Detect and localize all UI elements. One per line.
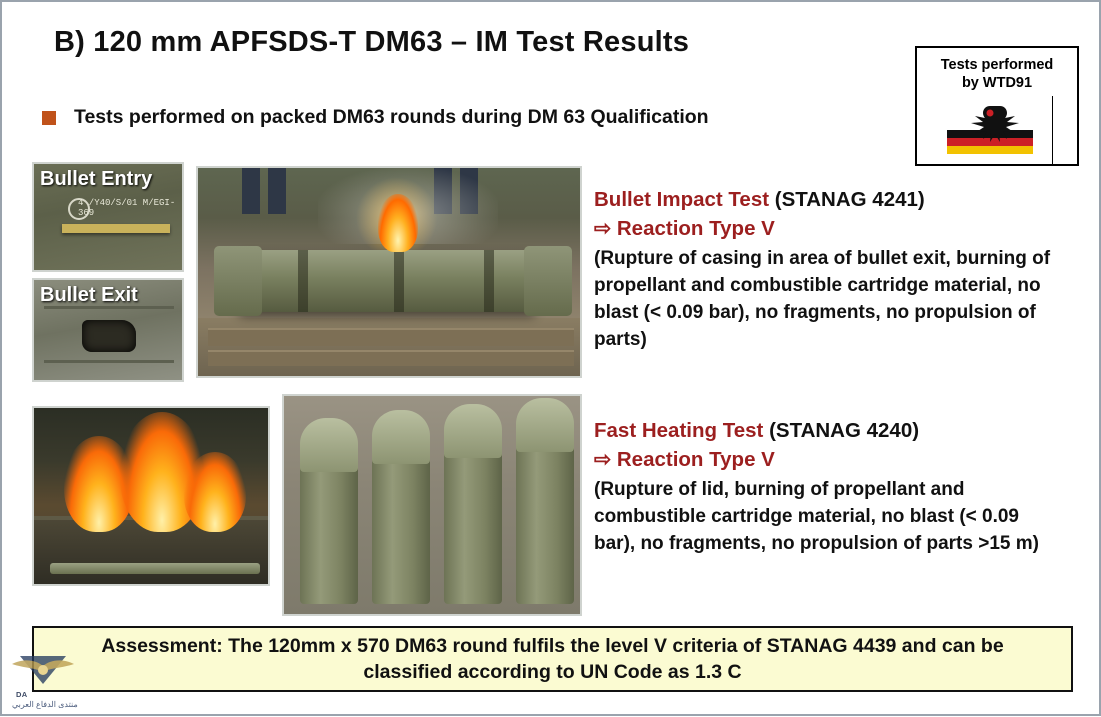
bullet-impact-title: Bullet Impact Test [594,188,770,211]
bullet-impact-description: (Rupture of casing in area of bullet exit, burning of propellant and combustible cartridge material, no blast (< 0.09 bar), no fragments, no propulsion of parts) [594,248,1051,351]
page-title: B) 120 mm APFSDS-T DM63 – IM Test Results [54,26,690,58]
bullet-exit-edge-2 [44,360,174,363]
square-bullet-icon [42,111,56,125]
fast-heating-title: Fast Heating Test [594,419,764,442]
bullet-exit-label: Bullet Exit [40,284,138,306]
flame-3 [184,452,246,532]
watermark-line1: DA [16,690,28,699]
fast-heating-standard: (STANAG 4240) [769,419,920,442]
round-2 [130,563,260,574]
watermark-line3: منتدى الدفاع العربي [12,700,78,709]
bullet-exit-photo [32,278,184,382]
container-1 [300,454,358,604]
wtd91-badge [915,46,1079,166]
bullet-entry-photo [32,162,184,272]
german-eagle-flag-icon [947,100,1033,158]
bullet-impact-heading [594,186,1062,214]
lids-photo [282,394,582,616]
flame-icon [378,194,418,252]
bystander-legs-2 [268,168,286,214]
ruptured-lid-2 [372,410,430,464]
bullet-impact-photo [196,166,582,378]
ruptured-lid-4 [516,398,574,452]
bullet-exit-hole [82,320,136,352]
container-3 [444,436,502,604]
bullet-entry-bar [62,224,170,233]
bullet-entry-overlay-text: 4 /Y40/S/01 M/EGI-369 [78,198,176,219]
wooden-plank-1 [208,328,574,346]
wtd91-line1: Tests performed [940,57,1054,73]
fast-heating-description: (Rupture of lid, burning of propellant and combustible cartridge material, no blast (< 0.09 bar), no fragments, no propulsion of parts >15 m) [594,479,1039,555]
container-band-1 [298,250,308,312]
wtd91-divider [1052,96,1053,166]
watermark-logo [10,650,140,712]
bystander-legs-1 [242,168,260,214]
container-cap-left [214,246,262,316]
bullet-impact-reaction: ⇨ Reaction Type V [594,216,775,240]
bullet-impact-standard: (STANAG 4241) [774,188,925,211]
container-band-3 [484,250,494,312]
container-2 [372,444,430,604]
ruptured-lid-1 [300,418,358,472]
bullet-text: Tests performed on packed DM63 rounds during DM 63 Qualification [74,106,709,128]
fast-heating-reaction: ⇨ Reaction Type V [594,447,775,471]
container-4 [516,428,574,604]
wooden-plank-2 [208,350,574,366]
wtd91-label [917,48,1077,92]
wtd91-line2: by WTD91 [961,75,1033,92]
bullet-row [42,106,709,129]
bullet-impact-test-block [594,186,1062,354]
photo-ground [198,318,580,376]
bullet-entry-label: Bullet Entry [40,168,153,190]
ruptured-lid-3 [444,404,502,458]
container-cap-right [524,246,572,316]
fire-photo [32,406,270,586]
container-band-2 [394,250,404,312]
assessment-box: Assessment: The 120mm x 570 DM63 round fulfils the level V criteria of STANAG 4439 and can be classified according to UN Code as 1.3 C [32,626,1073,692]
fast-heating-test-block [594,417,1062,558]
fast-heating-heading [594,417,1062,445]
